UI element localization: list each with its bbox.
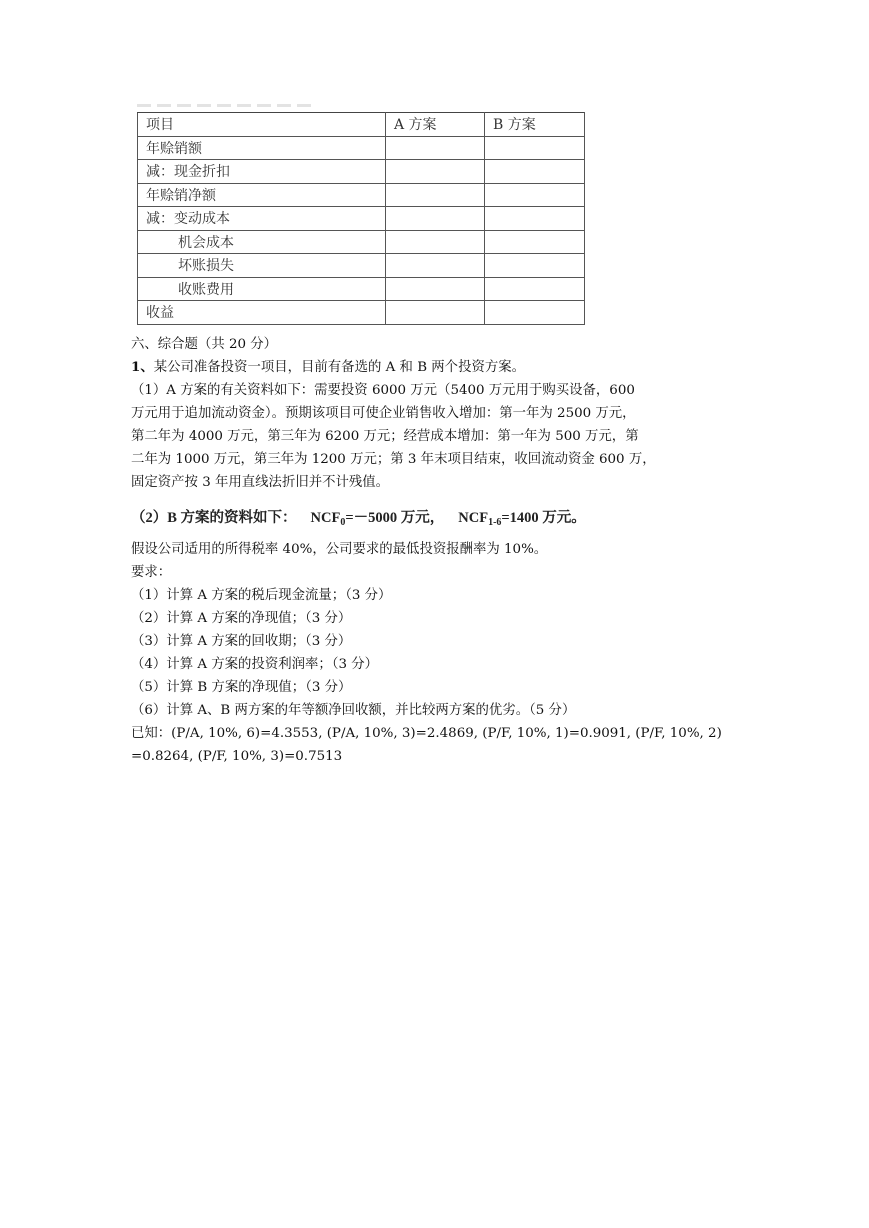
- table-row: [138, 183, 585, 207]
- table-cell-b: [485, 183, 585, 207]
- requirement-label: 要求：: [131, 565, 172, 580]
- table-cell-b: [485, 207, 585, 231]
- table-cell-a: [386, 136, 485, 160]
- table-cell-a: [386, 301, 485, 325]
- question-title: [131, 356, 731, 379]
- known-values-line: =0.8264, (P/F, 10%, 3)=0.7513: [131, 749, 343, 764]
- table-row-label: 收益: [138, 301, 386, 325]
- question-number: 1、: [131, 359, 154, 375]
- a-info-line: 二年为 1000 万元，第三年为 1200 万元；第 3 年末项目结束，收回流动资金 600 万，: [131, 452, 656, 467]
- table-row-label: 减：变动成本: [138, 207, 386, 231]
- table-row: [138, 207, 585, 231]
- table-cell-a: [386, 160, 485, 184]
- credit-policy-table: [137, 112, 585, 325]
- requirement-item: （5）计算 B 方案的净现值；（3 分）: [131, 680, 352, 695]
- a-info-line: （1）A 方案的有关资料如下：需要投资 6000 万元（5400 万元用于购买设备，600: [131, 383, 635, 398]
- question-text: 某公司准备投资一项目，目前有备选的 A 和 B 两个投资方案。: [153, 360, 526, 375]
- ncf16-label: NCF: [458, 510, 489, 526]
- table-header-cell: A 方案: [386, 113, 485, 137]
- table-row-label: 收账费用: [138, 277, 386, 301]
- table-cell-b: [485, 301, 585, 325]
- table-row-label: 减：现金折扣: [138, 160, 386, 184]
- requirement-item: （2）计算 A 方案的净现值；（3 分）: [131, 611, 352, 626]
- table-row: [138, 254, 585, 278]
- a-info-line: 固定资产按 3 年用直线法折旧并不计残值。: [131, 475, 390, 490]
- section-heading-block: [131, 333, 731, 494]
- requirement-item: （1）计算 A 方案的税后现金流量；（3 分）: [131, 588, 392, 603]
- requirement-item: （3）计算 A 方案的回收期；（3 分）: [131, 634, 352, 649]
- requirement-item: （6）计算 A、B 两方案的年等额净回收额，并比较两方案的优劣。（5 分）: [131, 703, 576, 718]
- table-row-label: 机会成本: [138, 230, 386, 254]
- assumption-text: 假设公司适用的所得税率 40%，公司要求的最低投资报酬率为 10%。: [131, 542, 548, 557]
- table-row-label: 年赊销净额: [138, 183, 386, 207]
- ncf16-subscript: 1-6: [488, 517, 502, 528]
- table-row: [138, 136, 585, 160]
- ncf0-value: =－5000 万元，: [345, 510, 445, 526]
- table-row: [138, 277, 585, 301]
- a-info-line: 万元用于追加流动资金）。预期该项目可使企业销售收入增加：第一年为 2500 万元，: [131, 406, 636, 421]
- ncf0-label: NCF: [310, 510, 341, 526]
- section-title: 六、综合题（共 20 分）: [131, 337, 278, 352]
- requirement-item: （4）计算 A 方案的投资利润率；（3 分）: [131, 657, 379, 672]
- ncf16-value: =1400 万元。: [501, 510, 586, 526]
- table-cell-a: [386, 254, 485, 278]
- table-cell-b: [485, 136, 585, 160]
- table-row: [138, 230, 585, 254]
- table-cell-a: [386, 207, 485, 231]
- requirements-block: [131, 538, 731, 768]
- table-row: [138, 160, 585, 184]
- table-header-cell: 项目: [138, 113, 386, 137]
- table-header-cell: B 方案: [485, 113, 585, 137]
- b-info-line: [131, 506, 586, 528]
- table-header-row: [138, 113, 585, 137]
- table-cell-a: [386, 230, 485, 254]
- table-cell-b: [485, 277, 585, 301]
- faint-cropped-text: [137, 104, 317, 107]
- table-cell-a: [386, 183, 485, 207]
- table-cell-b: [485, 160, 585, 184]
- table-cell-b: [485, 230, 585, 254]
- known-values-line: 已知：(P/A, 10%, 6)=4.3553, (P/A, 10%, 3)=2.4869, (P/F, 10%, 1)=0.9091, (P/F, 10%, 2): [131, 726, 722, 741]
- ncf0-subscript: 0: [340, 517, 346, 528]
- table-row-label: 年赊销额: [138, 136, 386, 160]
- b-info-prefix: （2）B 方案的资料如下：: [131, 510, 297, 526]
- table-cell-a: [386, 277, 485, 301]
- table-row-label: 坏账损失: [138, 254, 386, 278]
- table-cell-b: [485, 254, 585, 278]
- a-info-line: 第二年为 4000 万元，第三年为 6200 万元；经营成本增加：第一年为 500 万元，第: [131, 429, 639, 444]
- table-row: [138, 301, 585, 325]
